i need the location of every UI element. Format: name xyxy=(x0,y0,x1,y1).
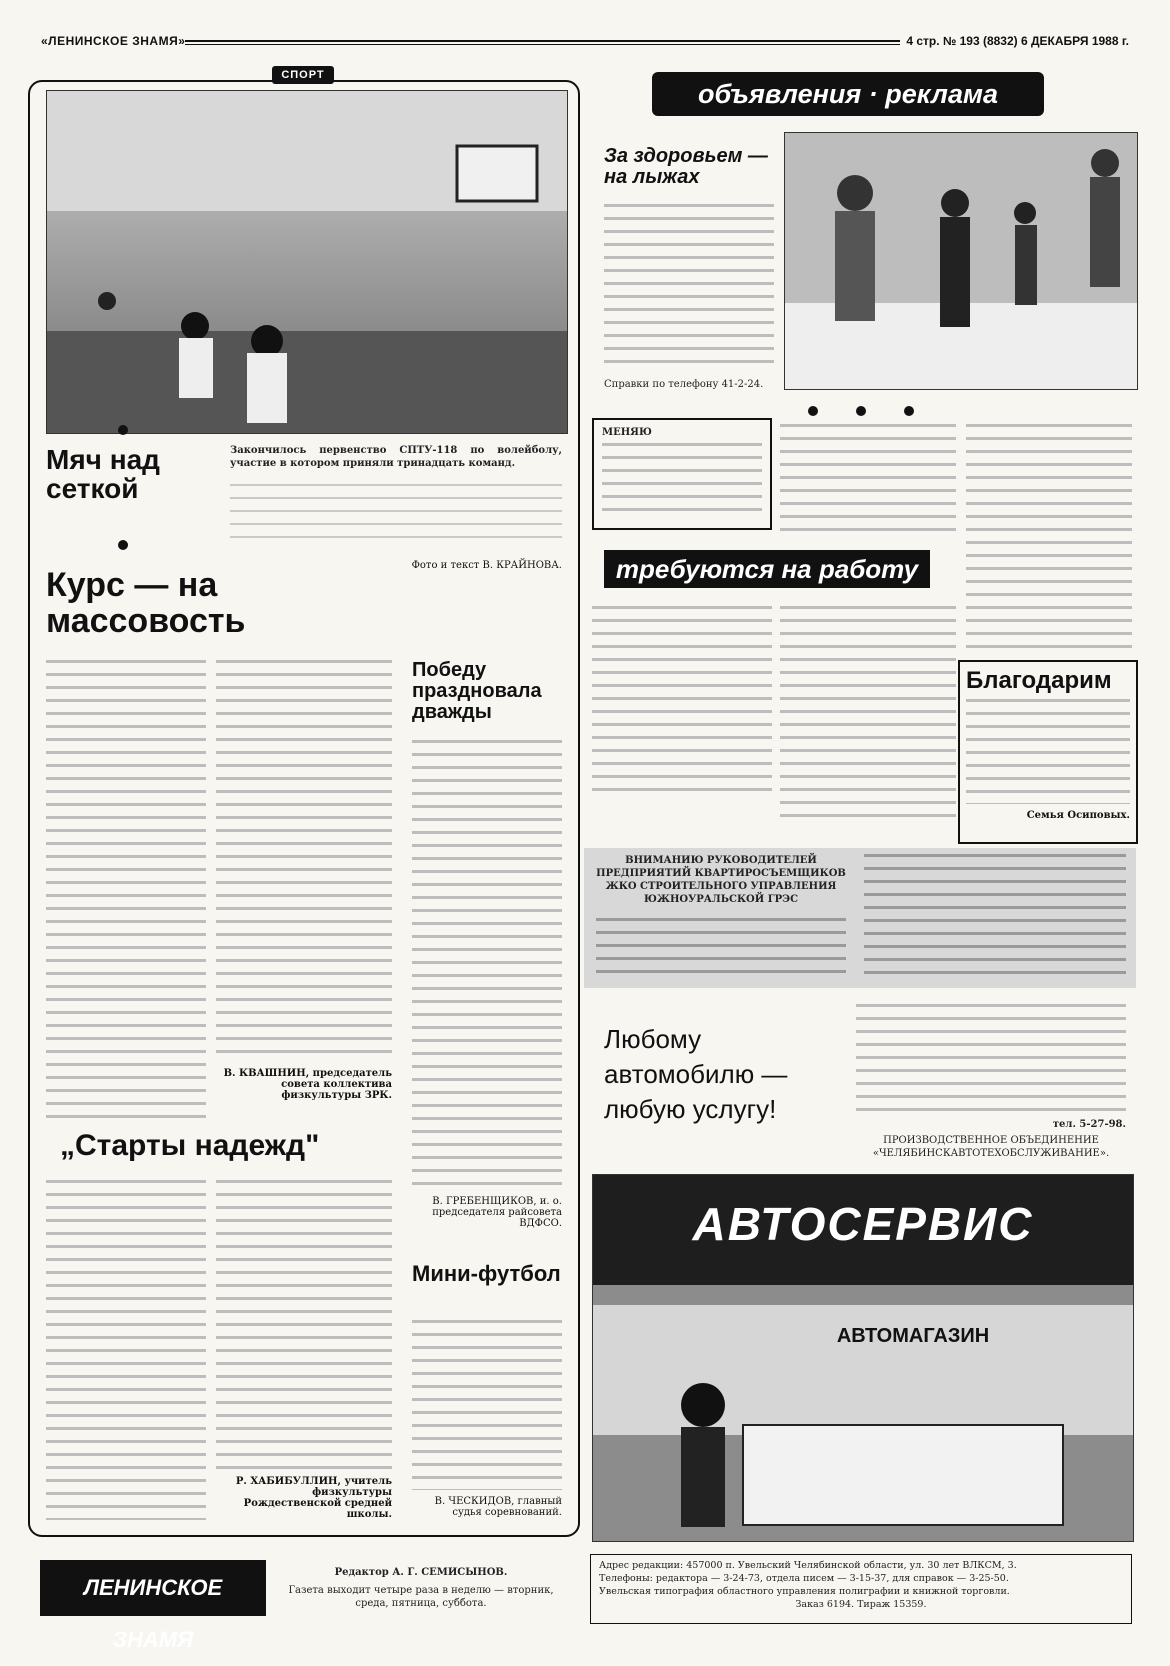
editor-line: Редактор А. Г. СЕМИСЫНОВ. xyxy=(334,1567,508,1578)
issue-line: 4 стр. № 193 (8832) 6 ДЕКАБРЯ 1988 г. xyxy=(906,34,1129,48)
article-5-signature: В. ЧЕСКИДОВ, главный судья соревнований. xyxy=(434,1496,562,1518)
volleyball-text-cont xyxy=(230,484,562,544)
car-service-phone: тел. 5-27-98. xyxy=(1052,1119,1126,1130)
order-line: Заказ 6194. Тираж 15359. xyxy=(795,1599,927,1610)
article-column-5 xyxy=(216,1180,392,1470)
exchange-text xyxy=(602,443,762,513)
ski-phone: Справки по телефону 41-2-24. xyxy=(604,379,764,390)
volleyball-photo xyxy=(46,90,568,434)
ads-banner: объявления · реклама xyxy=(652,72,1044,116)
printer-line: Увельская типография областного управления полиграфии и книжной торговли. xyxy=(599,1586,1010,1597)
autoservice-sign: АВТОСЕРВИС xyxy=(692,1198,1034,1250)
bullet-dot xyxy=(856,406,866,416)
car-service-text xyxy=(856,1004,1126,1112)
jobs-text-col-a xyxy=(780,424,956,534)
exchange-lead: МЕНЯЮ xyxy=(602,427,652,438)
headline-mass-course: Курс — на массовость xyxy=(46,566,246,640)
masthead-rule xyxy=(185,40,900,45)
photo-credit: Фото и текст В. КРАЙНОВА. xyxy=(411,560,562,571)
jobs-text-col-d xyxy=(780,606,956,826)
jobs-text-col-c xyxy=(592,606,772,796)
housing-text-a xyxy=(596,918,846,982)
headline-ski-health: За здоровьем — на лыжах xyxy=(604,145,768,188)
masthead xyxy=(35,30,1135,52)
housing-heading: ВНИМАНИЮ РУКОВОДИТЕЛЕЙ ПРЕДПРИЯТИЙ КВАРТИРОСЪЕМЩИКОВ ЖКО СТРОИТЕЛЬНОГО УПРАВЛЕНИЯ ЮЖНОУРАЛЬСКОЙ ГРЭС xyxy=(596,855,846,905)
headline-ball-over-net: Мяч над сеткой xyxy=(46,444,160,505)
article-column-3 xyxy=(412,740,562,1190)
exchange-box xyxy=(592,418,772,530)
thanks-text xyxy=(966,699,1130,804)
article-column-2 xyxy=(216,660,392,1060)
footer-logo: ЛЕНИНСКОЕ ЗНАМЯ xyxy=(40,1560,266,1616)
thanks-signature: Семья Осиповых. xyxy=(1026,810,1130,822)
footer-info-box xyxy=(590,1554,1132,1624)
paper-name: «ЛЕНИНСКОЕ ЗНАМЯ» xyxy=(41,34,186,48)
volleyball-text: Закончилось первенство СПТУ-118 по волейболу, участие в котором приняли тринадцать команд. xyxy=(230,445,562,469)
headline-starts-of-hope: „Старты надежд" xyxy=(60,1129,320,1162)
headline-car-service: Любому автомобилю — любую услугу! xyxy=(604,1024,788,1125)
phones-line: Телефоны: редактора — 3-24-73, отдела писем — 3-15-37, для справок — 3-25-50. xyxy=(599,1573,1009,1584)
headline-victory-twice: Победу праздновала дважды xyxy=(412,659,542,723)
thanks-headline: Благодарим xyxy=(966,667,1112,694)
housing-text-b xyxy=(864,854,1126,982)
address-line: Адрес редакции: 457000 п. Увельский Челябинской области, ул. 30 лет ВЛКСМ, 3. xyxy=(599,1560,1017,1571)
sport-badge: СПОРТ xyxy=(272,66,334,84)
article-column-1 xyxy=(46,660,206,1120)
ski-photo-shapes xyxy=(785,133,1137,389)
article-4-signature: В. ГРЕБЕНЩИКОВ, и. о. председателя райсовета ВДФСО. xyxy=(432,1196,562,1229)
article-column-4 xyxy=(46,1180,206,1520)
automag-sign: АВТОМАГАЗИН xyxy=(836,1325,990,1347)
article-1-signature: В. КВАШНИН, председатель совета коллектива физкультуры ЗРК. xyxy=(223,1068,392,1101)
bullet-dot xyxy=(808,406,818,416)
article-3-signature: Р. ХАБИБУЛЛИН, учитель физкультуры Рождественской средней школы. xyxy=(235,1476,392,1520)
volleyball-photo-shapes xyxy=(47,91,567,433)
ski-photo xyxy=(784,132,1138,390)
ski-text xyxy=(604,204,774,364)
article-column-6 xyxy=(412,1320,562,1490)
housing-notice xyxy=(584,848,1136,988)
schedule-line: Газета выходит четыре раза в неделю — вторник, среда, пятница, суббота. xyxy=(288,1585,554,1609)
car-service-org: ПРОИЗВОДСТВЕННОЕ ОБЪЕДИНЕНИЕ «ЧЕЛЯБИНСКАВТОТЕХОБСЛУЖИВАНИЕ». xyxy=(872,1135,1110,1159)
headline-mini-football: Мини-футбол xyxy=(412,1261,561,1286)
bullet-dot xyxy=(118,540,128,550)
thanks-box xyxy=(958,660,1138,844)
bullet-dot xyxy=(118,425,128,435)
jobs-ribbon: требуются на работу xyxy=(604,550,930,588)
jobs-text-col-b xyxy=(966,424,1132,654)
autoservice-photo xyxy=(592,1174,1134,1542)
bullet-dot xyxy=(904,406,914,416)
